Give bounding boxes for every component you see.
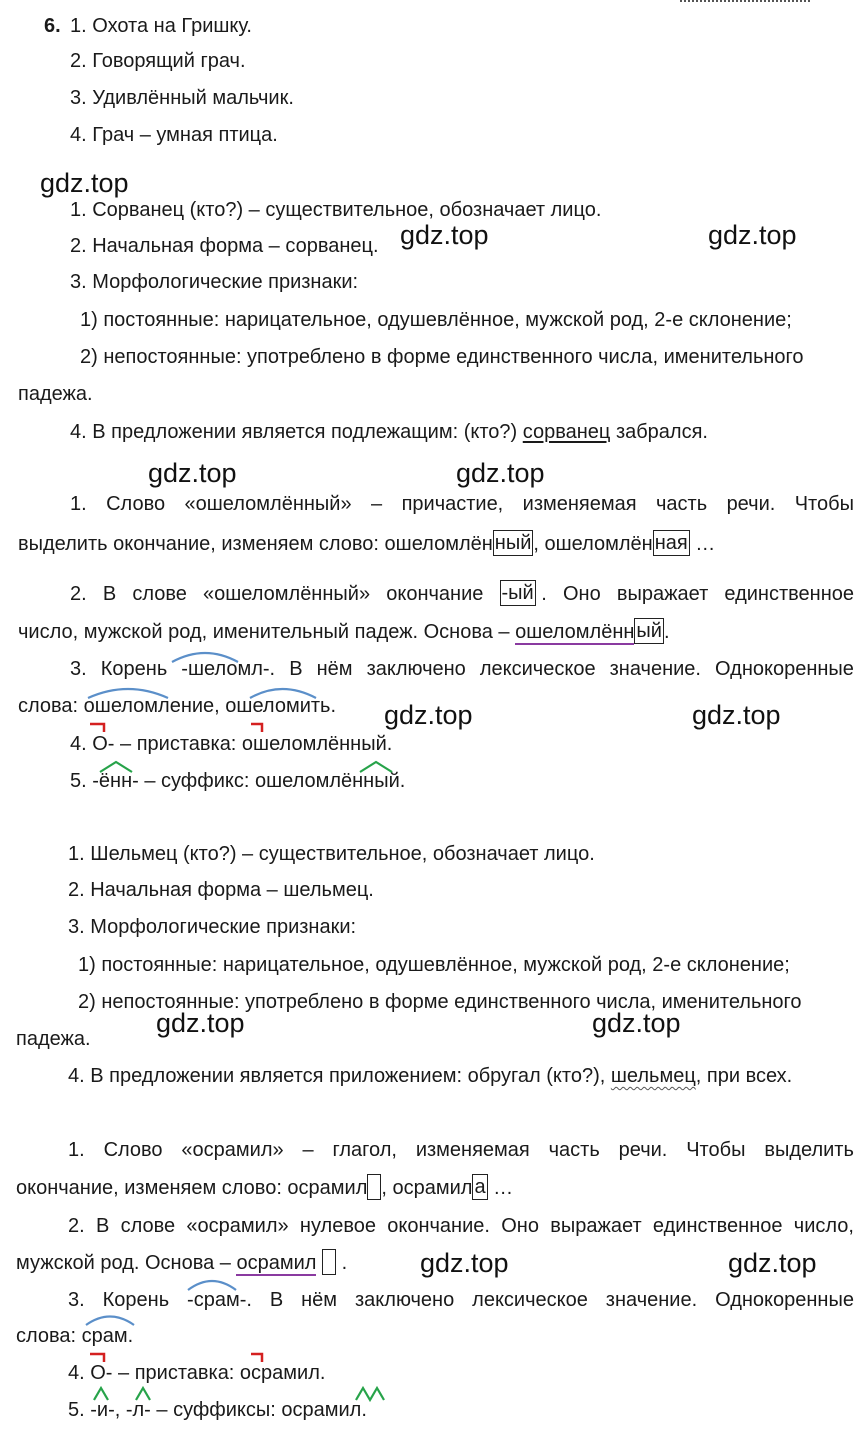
- part-line6: слова: ошеломление, ошеломить.: [18, 695, 336, 717]
- zero-ending-box: [367, 1174, 381, 1200]
- ending-box: ная: [654, 531, 688, 554]
- zero-ending-box: [322, 1249, 336, 1275]
- verb-line8: 5. -и-, -л- – суффиксы: осрамил.: [68, 1399, 367, 1421]
- verb-line5: 3. Корень -срам-. В нём заключено лексическое значение. Однокоренные: [68, 1289, 854, 1311]
- watermark: gdz.top: [156, 1008, 245, 1038]
- watermark: gdz.top: [692, 700, 781, 730]
- noun2-line3: 3. Морфологические признаки:: [68, 916, 357, 938]
- watermark: gdz.top: [400, 220, 489, 250]
- verb-line3: 2. В слове «осрамил» нулевое окончание. Оно выражает единственное число,: [68, 1215, 854, 1237]
- noun1-line4: 1) постоянные: нарицательное, одушевлённое, мужской род, 2-е склонение;: [80, 309, 792, 331]
- noun1-line5: 2) непостоянные: употреблено в форме единственного числа, именительного: [80, 346, 804, 368]
- subject-underline: сорванец: [522, 421, 611, 443]
- noun2-line5: 2) непостоянные: употреблено в форме единственного числа, именительного: [78, 991, 802, 1013]
- plan-item-1: 1. Охота на Гришку.: [70, 15, 252, 37]
- part-line4: число, мужской род, именительный падеж. Основа – ошеломлённ ый .: [18, 619, 670, 643]
- word-base: ошеломлённ: [515, 621, 635, 643]
- noun2-line4: 1) постоянные: нарицательное, одушевлённое, мужской род, 2-е склонение;: [78, 954, 790, 976]
- watermark: gdz.top: [420, 1248, 509, 1278]
- noun1-line3: 3. Морфологические признаки:: [70, 271, 359, 293]
- watermark: gdz.top: [708, 220, 797, 250]
- noun1-line7: 4. В предложении является подлежащим: (кто?) сорванец забрался.: [70, 421, 708, 443]
- part-line8: 5. -ённ- – суффикс: ошеломлённый.: [70, 770, 406, 792]
- suffix-mark: [100, 762, 132, 772]
- noun2-line2: 2. Начальная форма – шельмец.: [68, 879, 374, 901]
- part-line2: выделить окончание, изменяем слово: ошеломлён ный , ошеломлён ная …: [18, 531, 716, 555]
- noun2-line7: 4. В предложении является приложением: обругал (кто?), шельмец, при всех.: [68, 1065, 793, 1087]
- apposition-wavy: шельмец: [610, 1065, 696, 1087]
- noun1-line6: падежа.: [18, 383, 93, 405]
- plan-item-3: 3. Удивлённый мальчик.: [70, 87, 294, 109]
- prefix-mark: [251, 724, 262, 732]
- task-number: 6.: [44, 15, 61, 37]
- ending-box: ный: [494, 531, 532, 554]
- word-base: осрамил: [236, 1252, 317, 1274]
- noun1-line2: 2. Начальная форма – сорванец.: [70, 235, 379, 257]
- noun2-line6: падежа.: [16, 1028, 91, 1050]
- verb-line2: окончание, изменяем слово: осрамил , осрамил а …: [16, 1175, 514, 1199]
- prefix-mark: [90, 724, 104, 732]
- watermark: gdz.top: [40, 168, 129, 198]
- plan-item-2: 2. Говорящий грач.: [70, 50, 246, 72]
- ending-box: -ый: [501, 581, 534, 604]
- watermark: gdz.top: [384, 700, 473, 730]
- noun2-line1: 1. Шельмец (кто?) – существительное, обозначает лицо.: [68, 843, 595, 865]
- root-arc: [172, 653, 238, 662]
- part-line7: 4. О- – приставка: ошеломлённый.: [70, 733, 393, 755]
- root-arc: [250, 689, 316, 698]
- plan-item-4: 4. Грач – умная птица.: [70, 124, 278, 146]
- verb-line4: мужской род. Основа – осрамил .: [16, 1251, 347, 1275]
- root-arc: [88, 689, 168, 698]
- ending-box: ый: [636, 619, 662, 642]
- watermark: gdz.top: [728, 1248, 817, 1278]
- noun1-line1: 1. Сорванец (кто?) – существительное, обозначает лицо.: [70, 199, 602, 221]
- part-line3: 2. В слове «ошеломлённый» окончание -ый . Оно выражает единственное: [70, 581, 854, 605]
- part-line5: 3. Корень -шеломл-. В нём заключено лексическое значение. Однокоренные: [70, 658, 854, 680]
- suffix-mark: [360, 762, 392, 772]
- ending-box: а: [474, 1175, 486, 1198]
- watermark: gdz.top: [148, 458, 237, 488]
- verb-line6: слова: срам.: [16, 1325, 134, 1347]
- watermark: gdz.top: [592, 1008, 681, 1038]
- watermark: gdz.top: [456, 458, 545, 488]
- verb-line1: 1. Слово «осрамил» – глагол, изменяемая часть речи. Чтобы выделить: [68, 1139, 854, 1161]
- part-line1: 1. Слово «ошеломлённый» – причастие, изменяемая часть речи. Чтобы: [70, 493, 854, 515]
- verb-line7: 4. О- – приставка: осрамил.: [68, 1362, 326, 1384]
